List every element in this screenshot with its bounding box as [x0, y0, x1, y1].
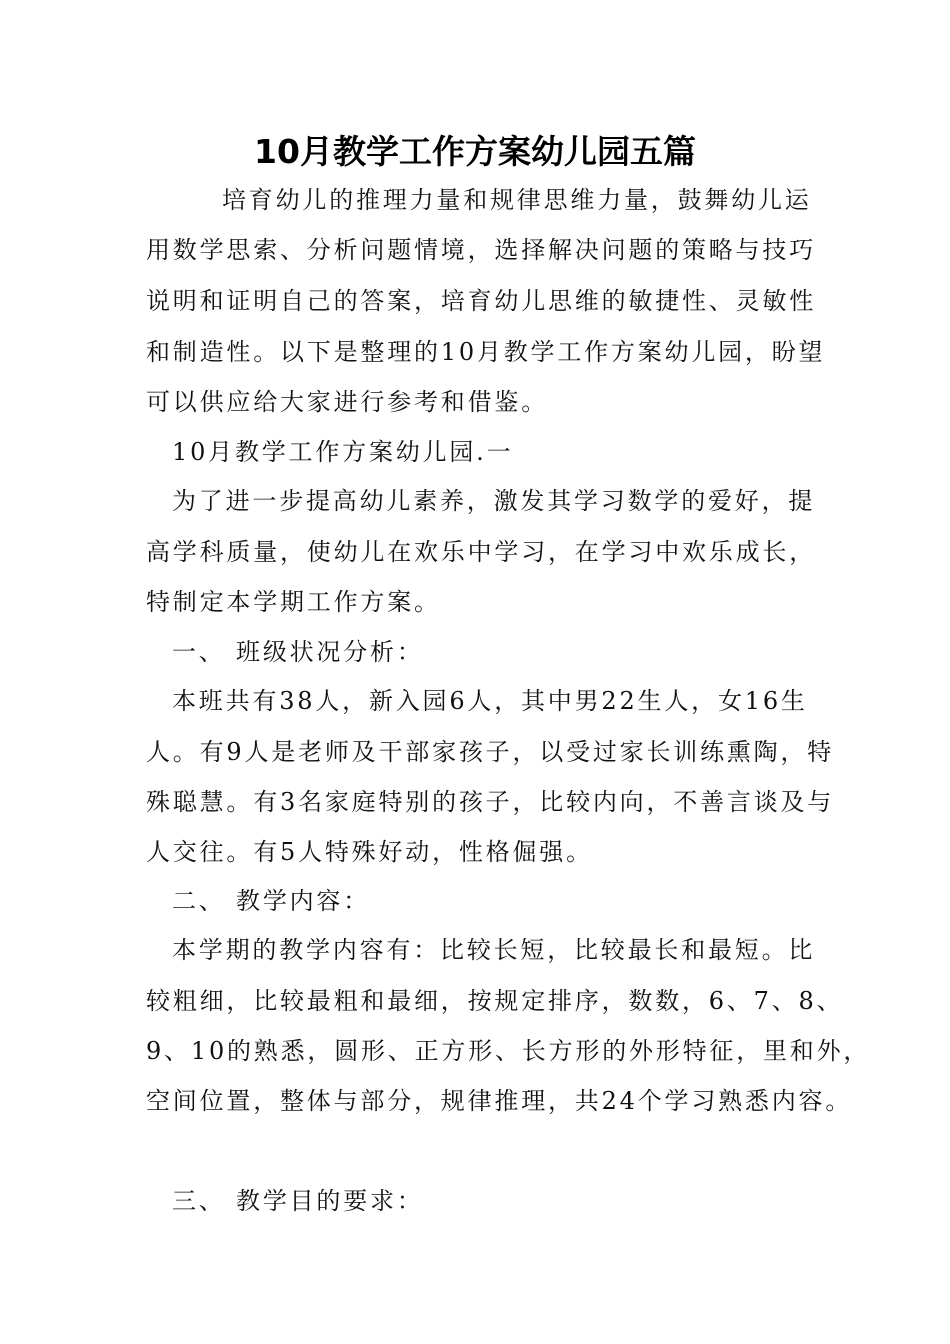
para3-line-1: 本学期的教学内容有：比较长短，比较最长和最短。比 [172, 936, 816, 964]
para1-line-2: 高学科质量，使幼儿在欢乐中学习，在学习中欢乐成长， [146, 538, 816, 566]
para3-line-2: 较粗细，比较最粗和最细，按规定排序，数数，6、7、8、 [146, 987, 844, 1015]
intro-line-1: 培育幼儿的推理力量和规律思维力量，鼓舞幼儿运 [222, 186, 812, 214]
document-title: 10月教学工作方案幼儿园五篇 [254, 132, 696, 171]
intro-line-4: 和制造性。以下是整理的10月教学工作方案幼儿园，盼望 [146, 338, 826, 366]
intro-line-5: 可以供应给大家进行参考和借鉴。 [146, 388, 548, 416]
para1-line-3: 特制定本学期工作方案。 [146, 588, 441, 616]
intro-line-3: 说明和证明自己的答案，培育幼儿思维的敏捷性、灵敏性 [146, 287, 816, 315]
subheading-teaching-goals: 三、 教学目的要求： [172, 1187, 424, 1215]
para2-line-4: 人交往。有5人特殊好动，性格倔强。 [146, 838, 593, 866]
para3-line-4: 空间位置，整体与部分，规律推理，共24个学习熟悉内容。 [146, 1087, 853, 1115]
section-heading-1: 10月教学工作方案幼儿园.一 [172, 438, 514, 466]
para2-line-3: 殊聪慧。有3名家庭特别的孩子，比较内向，不善言谈及与 [146, 788, 835, 816]
intro-line-2: 用数学思索、分析问题情境，选择解决问题的策略与技巧 [146, 236, 816, 264]
subheading-class-analysis: 一、 班级状况分析： [172, 638, 424, 666]
para1-line-1: 为了进一步提高幼儿素养，激发其学习数学的爱好，提 [172, 487, 816, 515]
para3-line-3: 9、10的熟悉，圆形、正方形、长方形的外形特征，里和外， [146, 1037, 871, 1065]
para2-line-2: 人。有9人是老师及干部家孩子，以受过家长训练熏陶，特 [146, 738, 835, 766]
subheading-teaching-content: 二、 教学内容： [172, 887, 371, 915]
para2-line-1: 本班共有38人，新入园6人，其中男22生人，女16生 [172, 687, 808, 715]
